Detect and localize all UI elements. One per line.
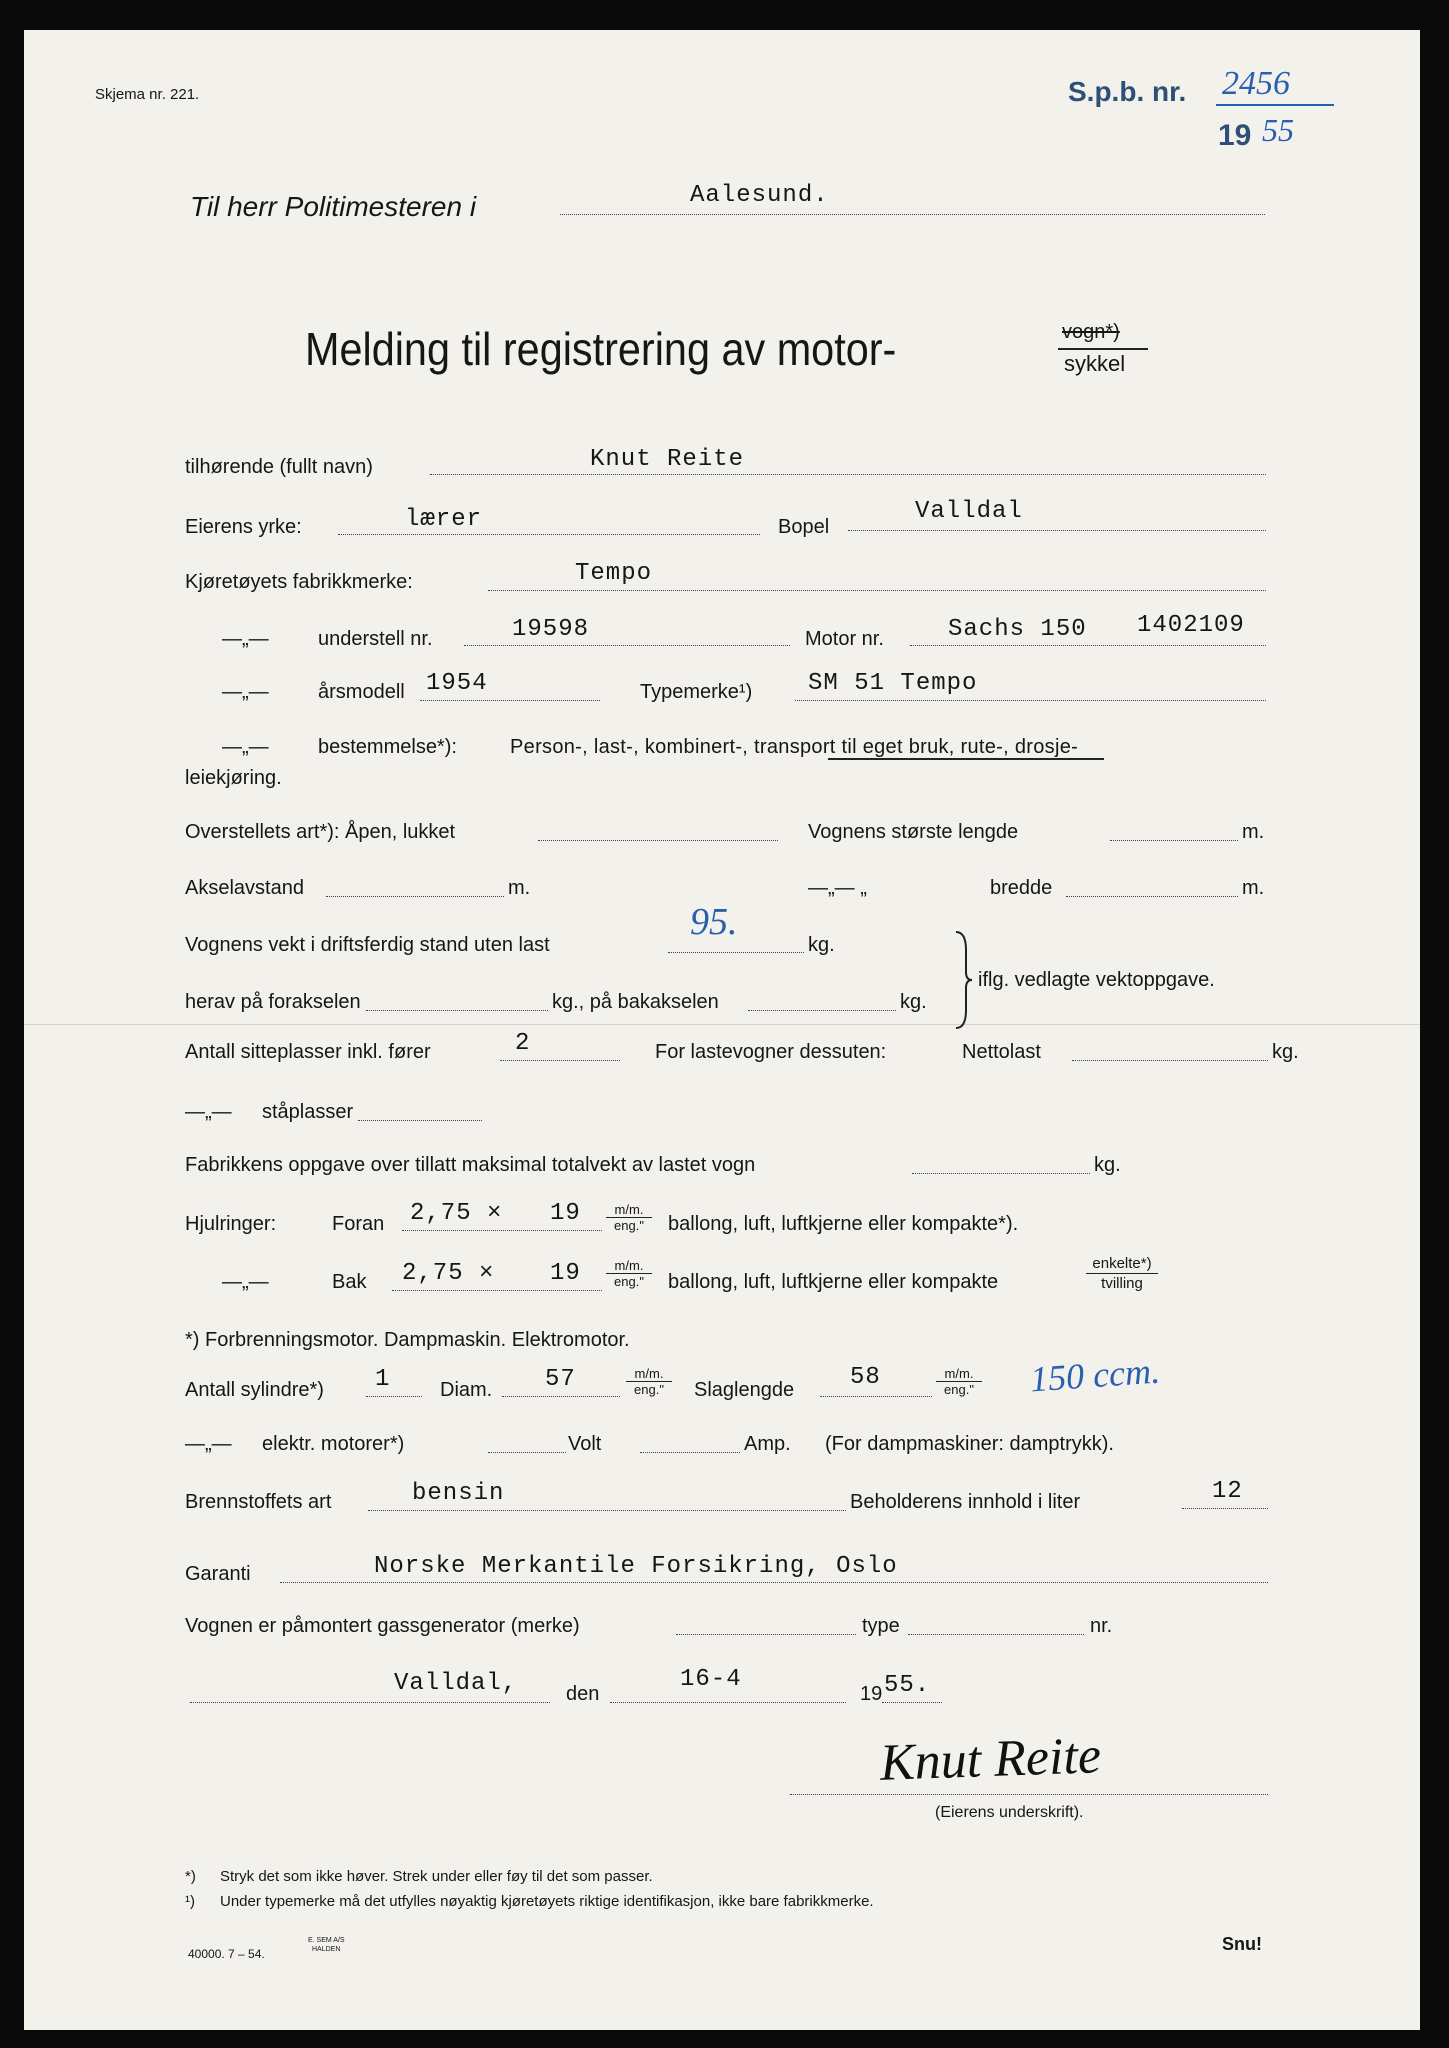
fold-line (24, 1024, 1420, 1025)
residence-value: Valldal (915, 498, 1023, 525)
wheelbase-line (326, 896, 504, 897)
weight-label: Vognens vekt i driftsferdig stand uten last (185, 934, 550, 956)
spb-number: 2456 (1222, 65, 1290, 102)
max-weight-unit: kg. (1094, 1154, 1121, 1176)
purpose-ditto: —„— (222, 736, 269, 758)
occupation-value: lærer (405, 506, 483, 533)
fuel-line (368, 1510, 846, 1511)
front-wheel-unit: m/m. eng." (606, 1202, 652, 1233)
front-wheel-line (402, 1230, 602, 1231)
width-unit: m. (1242, 877, 1265, 899)
tank-label: Beholderens innhold i liter (850, 1491, 1081, 1513)
front-axle-label: herav på forakselen (185, 991, 361, 1013)
rear-wheel-rim: 19 (550, 1260, 581, 1287)
standing-label: ståplasser (262, 1101, 354, 1123)
residence-label: Bopel (778, 516, 830, 538)
type-label: Typemerke¹) (640, 681, 753, 703)
seats-value: 2 (515, 1030, 531, 1057)
spb-number-line (1216, 104, 1334, 106)
single-twin-option: enkelte*) tvilling (1086, 1254, 1158, 1293)
body-type-label: Overstellets art*): Åpen, lukket (185, 821, 456, 843)
wheelbase-unit: m. (508, 877, 531, 899)
rear-wheel-line (392, 1290, 602, 1291)
weight-note: iflg. vedlagte vektoppgave. (978, 969, 1215, 991)
signature-year-line (882, 1702, 942, 1703)
type-value: SM 51 Tempo (808, 670, 978, 697)
front-tyre-types: ballong, luft, luftkjerne eller kompakte*). (668, 1213, 1019, 1235)
front-wheel-size: 2,75 × (410, 1200, 503, 1227)
motor-label: Motor nr. (805, 628, 884, 650)
weight-unit: kg. (808, 934, 835, 956)
addressee-value: Aalesund. (690, 182, 829, 209)
owner-signature: Knut Reite (879, 1727, 1102, 1792)
footnote-2: Under typemerke må det utfylles nøyaktig kjøretøyets riktige identifikasjon, ikke bare fabrikkmerke. (220, 1893, 874, 1910)
steam-label: (For dampmaskiner: damptrykk). (825, 1433, 1114, 1455)
weight-value: 95. (690, 901, 738, 943)
rear-wheel-ditto: —„— (222, 1271, 269, 1293)
wheels-label: Hjulringer: (185, 1213, 277, 1235)
net-load-line (1072, 1060, 1268, 1061)
spb-label: S.p.b. nr. (1068, 76, 1187, 107)
signature-line (790, 1794, 1268, 1795)
rear-wheel-size: 2,75 × (402, 1260, 495, 1287)
width-line (1066, 896, 1238, 897)
footnote-1: Stryk det som ikke høver. Strek under eller føy til det som passer. (220, 1868, 653, 1885)
weight-line (668, 952, 804, 953)
insurance-line (280, 1582, 1268, 1583)
residence-line (848, 530, 1266, 531)
width-label: bredde (990, 877, 1053, 899)
make-value: Tempo (575, 560, 653, 587)
wheelbase-label: Akselavstand (185, 877, 304, 899)
gas-type-line (908, 1634, 1084, 1635)
owner-name-label: tilhørende (fullt navn) (185, 456, 373, 478)
diameter-value: 57 (545, 1366, 576, 1393)
volt-line (640, 1452, 740, 1453)
max-length-line (1110, 840, 1238, 841)
weight-brace (952, 930, 974, 1030)
type-line (795, 700, 1266, 701)
rear-wheel-label: Bak (332, 1271, 367, 1293)
seats-line (500, 1060, 620, 1061)
gas-generator-label: Vognen er påmontert gassgenerator (merke) (185, 1615, 580, 1637)
rear-wheel-unit: m/m. eng." (606, 1258, 652, 1289)
electric-label: elektr. motorer*) (262, 1433, 405, 1455)
occupation-label: Eierens yrke: (185, 516, 302, 538)
turn-over-note: Snu! (1222, 1934, 1262, 1954)
diameter-unit: m/m. eng." (626, 1366, 672, 1397)
signature-caption: (Eierens underskrift). (935, 1804, 1084, 1821)
model-year-label: årsmodell (318, 681, 405, 703)
stroke-unit: m/m. eng." (936, 1366, 982, 1397)
tank-value: 12 (1212, 1478, 1243, 1505)
net-load-unit: kg. (1272, 1041, 1299, 1063)
spb-year-prefix: 19 (1218, 119, 1252, 152)
standing-line (358, 1120, 482, 1121)
max-length-unit: m. (1242, 821, 1265, 843)
occupation-line (338, 534, 760, 535)
diameter-line (502, 1396, 620, 1397)
owner-name-line (430, 474, 1266, 475)
model-year-ditto: —„— (222, 681, 269, 703)
amp-label: Amp. (744, 1433, 791, 1455)
owner-name-value: Knut Reite (590, 446, 745, 473)
addressee-label: Til herr Politimesteren i (190, 191, 477, 222)
rear-tyre-types: ballong, luft, luftkjerne eller kompakte (668, 1271, 999, 1293)
rear-axle-line (748, 1010, 896, 1011)
footnote-1-mark: *) (185, 1868, 196, 1885)
volt-label: Volt (568, 1433, 602, 1455)
cylinders-value: 1 (375, 1366, 391, 1393)
signature-date-line (610, 1702, 846, 1703)
chassis-label: understell nr. (318, 628, 433, 650)
chassis-ditto: —„— (222, 628, 269, 650)
rear-axle-label: kg., på bakakselen (552, 991, 719, 1013)
standing-ditto: —„— (185, 1101, 232, 1123)
addressee-line (560, 214, 1265, 215)
max-weight-line (912, 1173, 1090, 1174)
motor-types: *) Forbrenningsmotor. Dampmaskin. Elektromotor. (185, 1329, 630, 1351)
make-label: Kjøretøyets fabrikkmerke: (185, 571, 413, 593)
insurance-label: Garanti (185, 1563, 251, 1585)
motor-number: 1402109 (1137, 612, 1245, 639)
seats-label: Antall sitteplasser inkl. fører (185, 1041, 431, 1063)
signature-date: 16-4 (680, 1666, 742, 1693)
stroke-line (820, 1396, 932, 1397)
page-title: Melding til registrering av motor- (305, 323, 897, 375)
footnote-2-mark: ¹) (185, 1893, 195, 1910)
electric-ditto: —„— (185, 1433, 232, 1455)
signature-place-line (190, 1702, 550, 1703)
cylinders-line (366, 1396, 422, 1397)
gas-generator-line (676, 1634, 856, 1635)
diameter-label: Diam. (440, 1379, 493, 1401)
signature-year-suffix: 55. (884, 1672, 931, 1699)
make-line (488, 590, 1266, 591)
model-year-line (420, 700, 600, 701)
fuel-value: bensin (412, 1480, 505, 1507)
electric-line (488, 1452, 566, 1453)
purpose-underline (828, 758, 1104, 760)
stroke-label: Slaglengde (694, 1379, 795, 1401)
printer-line-2: HALDEN (312, 1946, 341, 1953)
purpose-label: bestemmelse*): (318, 736, 457, 758)
stroke-value: 58 (850, 1364, 881, 1391)
chassis-line (464, 645, 790, 646)
rear-axle-unit: kg. (900, 991, 927, 1013)
max-weight-label: Fabrikkens oppgave over tillatt maksimal totalvekt av lastet vogn (185, 1154, 756, 1176)
signature-place: Valldal, (394, 1670, 518, 1697)
tank-line (1182, 1508, 1268, 1509)
front-wheel-label: Foran (332, 1213, 385, 1235)
gas-number-label: nr. (1090, 1615, 1113, 1637)
body-type-line (538, 840, 778, 841)
signature-den: den (566, 1683, 600, 1705)
spb-year-suffix: 55 (1262, 112, 1294, 148)
volume-note: 150 ccm. (1028, 1350, 1162, 1400)
motor-line (910, 645, 1266, 646)
max-length-label: Vognens største lengde (808, 821, 1019, 843)
net-load-label: Nettolast (962, 1041, 1041, 1063)
insurance-value: Norske Merkantile Forsikring, Oslo (374, 1553, 898, 1580)
purpose-options: Person-, last-, kombinert-, transport til eget bruk, rute-, drosje- (510, 736, 1079, 758)
width-ditto: —„— „ (808, 877, 867, 899)
printer-line-1: E. SEM A/S (308, 1937, 345, 1944)
model-year-value: 1954 (426, 670, 488, 697)
title-option-vogn: vogn*) (1062, 321, 1120, 343)
title-option-sykkel: sykkel (1064, 351, 1126, 376)
chassis-value: 19598 (512, 616, 590, 643)
gas-type-label: type (862, 1615, 900, 1637)
front-axle-line (366, 1010, 548, 1011)
purpose-options-2: leiekjøring. (185, 767, 282, 789)
fuel-label: Brennstoffets art (185, 1491, 332, 1513)
form-number: Skjema nr. 221. (95, 86, 200, 103)
cargo-label: For lastevogner dessuten: (655, 1041, 887, 1063)
signature-year-prefix: 19 (860, 1683, 883, 1705)
print-info: 40000. 7 – 54. (188, 1947, 265, 1961)
front-wheel-rim: 19 (550, 1200, 581, 1227)
motor-value: Sachs 150 (948, 616, 1087, 643)
cylinders-label: Antall sylindre*) (185, 1379, 324, 1401)
title-option-divider (1058, 348, 1148, 350)
